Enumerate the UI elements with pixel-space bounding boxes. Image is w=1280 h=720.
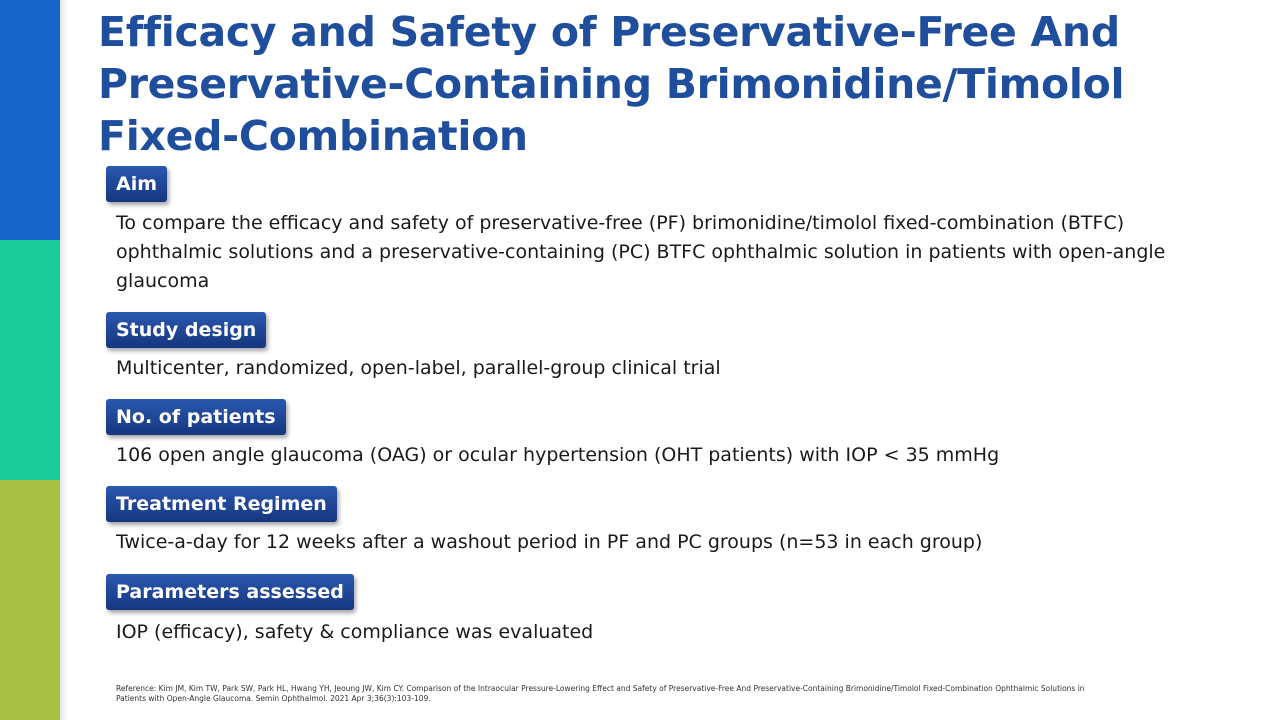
aim-label: Aim <box>106 166 167 202</box>
patients-text: 106 open angle glaucoma (OAG) or ocular hypertension (OHT patients) with IOP < 35 mmHg <box>116 444 1000 466</box>
study-design-label: Study design <box>106 312 266 348</box>
study-design-text: Multicenter, randomized, open-label, parallel-group clinical trial <box>116 357 721 379</box>
treatment-regimen-label: Treatment Regimen <box>106 486 337 522</box>
reference-citation: Reference: Kim JM, Kim TW, Park SW, Park HL, Hwang YH, Jeoung JW, Kim CY. Comparison of the Intraocular Pressure-Lowering Effect and Safety of Preservative-Free And Preservative-Containing Brimonidine/Timolol Fixed-Combination Ophthalmic Solutions in Patients with Open-Angle Glaucoma. Semin Ophthalmol. 2021 Apr 3;36(3):103-109. <box>116 684 1085 703</box>
patients-label: No. of patients <box>106 399 286 435</box>
accent-bar-shadow <box>60 0 68 720</box>
accent-bar-green <box>0 480 60 720</box>
slide-title: Efficacy and Safety of Preservative-Free And Preservative-Containing Brimonidine/Timolol Fixed-Combination <box>98 8 1125 160</box>
accent-bar-blue <box>0 0 60 240</box>
aim-text: To compare the efficacy and safety of preservative-free (PF) brimonidine/timolol fixed-combination (BTFC) ophthalmic solutions and a preservative-containing (PC) BTFC ophthalmic solution in patients with open-angle glaucoma <box>116 212 1166 292</box>
treatment-regimen-text: Twice-a-day for 12 weeks after a washout period in PF and PC groups (n=53 in each group) <box>116 531 983 553</box>
accent-bar-teal <box>0 240 60 480</box>
parameters-label: Parameters assessed <box>106 574 354 610</box>
parameters-text: IOP (efficacy), safety & compliance was evaluated <box>116 621 594 643</box>
